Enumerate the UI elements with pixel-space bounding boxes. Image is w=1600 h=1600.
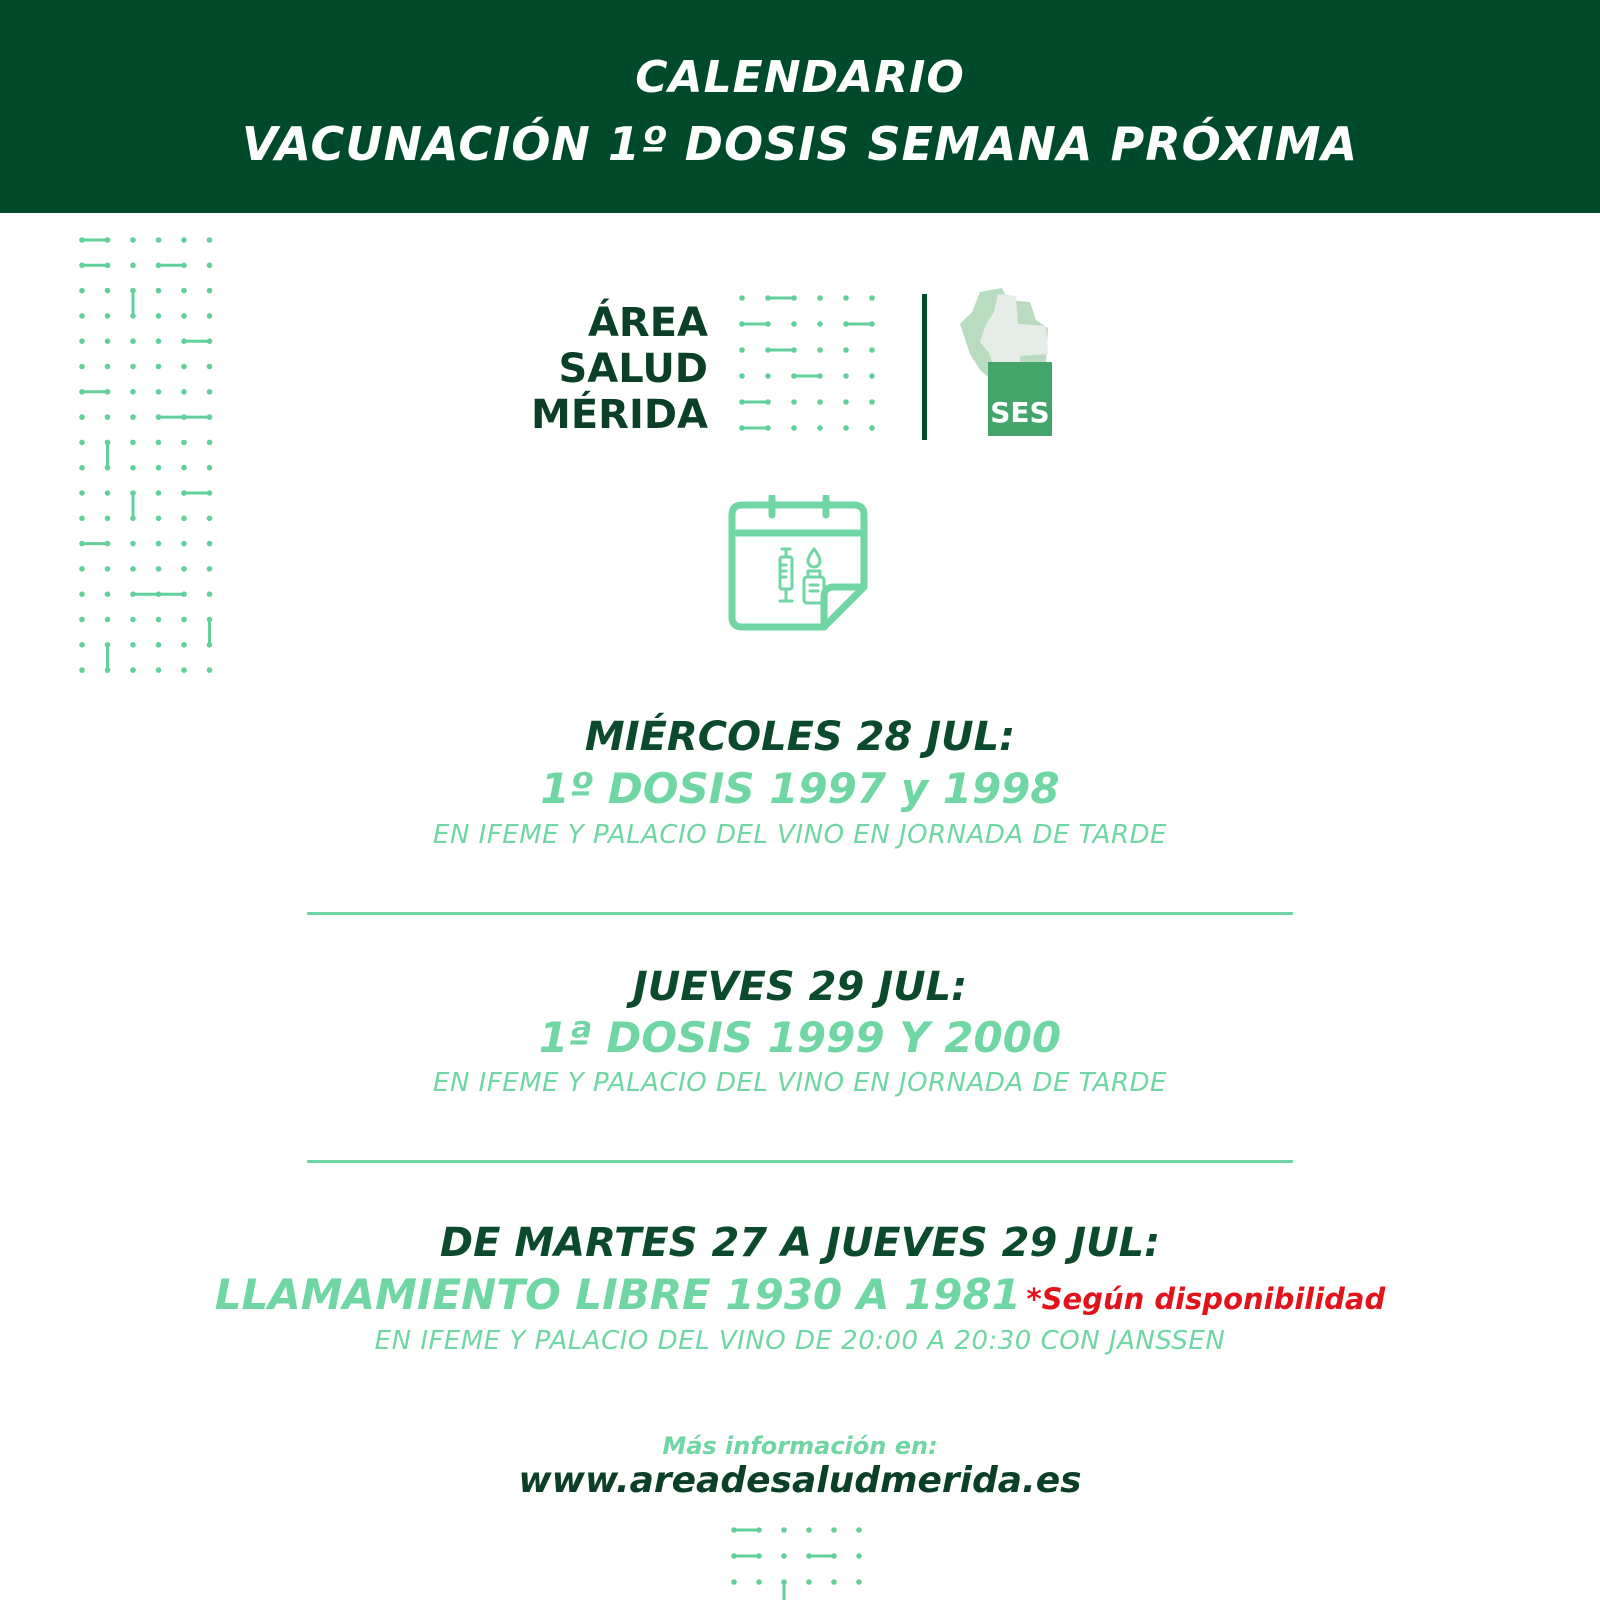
decor-dot: [156, 237, 162, 243]
decor-dot: [869, 295, 875, 301]
decor-dot: [806, 1579, 812, 1585]
decor-dot: [79, 642, 85, 648]
decor-dot: [130, 541, 136, 547]
decor-dot: [79, 414, 85, 420]
logo-divider: [922, 294, 927, 440]
decor-dot: [843, 399, 849, 405]
decor-dot: [130, 667, 136, 673]
decor-dot: [156, 566, 162, 572]
separator-line: [307, 1160, 1293, 1163]
decor-dot: [791, 321, 797, 327]
header-banner: [0, 0, 1600, 213]
decor-dot: [105, 516, 111, 522]
decor-dot: [130, 617, 136, 623]
ses-logo-text: SES: [990, 396, 1050, 429]
decor-dot: [105, 490, 111, 496]
decor-dot: [181, 617, 187, 623]
decor-dot: [207, 313, 213, 319]
decor-dot: [843, 295, 849, 301]
decor-dot: [156, 389, 162, 395]
decor-dot: [79, 288, 85, 294]
decor-dot: [79, 313, 85, 319]
schedule-3-date: DE MARTES 27 A JUEVES 29 JUL:: [439, 1220, 1161, 1266]
decor-dot: [156, 516, 162, 522]
decor-dot: [207, 465, 213, 471]
decor-dot: [739, 347, 745, 353]
decor-dot: [869, 399, 875, 405]
decor-dot: [207, 440, 213, 446]
decor-dot: [856, 1527, 862, 1533]
decor-dot: [156, 490, 162, 496]
decor-dot: [156, 338, 162, 344]
decor-dot: [79, 516, 85, 522]
decor-dot: [739, 295, 745, 301]
decor-dot: [181, 364, 187, 370]
decor-dot: [181, 440, 187, 446]
decor-dot: [207, 389, 213, 395]
decor-dot: [207, 364, 213, 370]
decor-dot: [207, 591, 213, 597]
decor-dot: [130, 237, 136, 243]
decor-dot: [105, 313, 111, 319]
decor-dot: [731, 1579, 737, 1585]
schedule-3-place: EN IFEME Y PALACIO DEL VINO DE 20:00 A 20:30 CON JANSSEN: [374, 1326, 1226, 1356]
decor-dot: [105, 617, 111, 623]
decor-dot: [207, 237, 213, 243]
schedule-3-dose-row: [0, 1270, 1600, 1319]
decor-dot: [181, 516, 187, 522]
decor-dot: [739, 373, 745, 379]
header-title-line2: VACUNACIÓN 1º DOSIS SEMANA PRÓXIMA: [241, 117, 1359, 171]
schedule-1-date: MIÉRCOLES 28 JUL:: [584, 714, 1016, 760]
decor-dot: [105, 364, 111, 370]
decor-dot: [781, 1527, 787, 1533]
decor-dot: [791, 399, 797, 405]
decor-dot: [817, 425, 823, 431]
website-link[interactable]: www.areadesaludmerida.es: [518, 1460, 1082, 1501]
decor-dot: [207, 566, 213, 572]
decor-dot: [156, 465, 162, 471]
decor-dot: [181, 389, 187, 395]
decor-dot: [105, 288, 111, 294]
logo-dot-pattern: [738, 294, 878, 434]
decor-dot: [156, 288, 162, 294]
decor-dot: [843, 425, 849, 431]
decorative-dot-pattern-left: [78, 236, 218, 676]
decor-dot: [156, 440, 162, 446]
decor-dot: [856, 1553, 862, 1559]
calendar-vaccine-icon: [728, 495, 872, 639]
decor-dot: [181, 237, 187, 243]
schedule-2-place: EN IFEME Y PALACIO DEL VINO EN JORNADA DE TARDE: [433, 1068, 1167, 1098]
decor-dot: [79, 591, 85, 597]
decor-dot: [79, 338, 85, 344]
decor-dot: [156, 642, 162, 648]
logo-area-line2: SALUD: [558, 346, 708, 392]
decor-dot: [756, 1579, 762, 1585]
decor-dot: [156, 667, 162, 673]
decor-dot: [156, 617, 162, 623]
decor-dot: [105, 591, 111, 597]
decor-dot: [105, 566, 111, 572]
decor-dot: [130, 263, 136, 269]
decor-dot: [79, 490, 85, 496]
schedule-2-dose: 1ª DOSIS 1999 Y 2000: [538, 1013, 1062, 1062]
decor-dot: [207, 516, 213, 522]
decor-dot: [79, 364, 85, 370]
decor-dot: [831, 1527, 837, 1533]
decor-dot: [765, 373, 771, 379]
decor-dot: [156, 541, 162, 547]
decor-dot: [869, 373, 875, 379]
decor-dot: [181, 313, 187, 319]
decor-dot: [181, 642, 187, 648]
more-info-label: Más información en:: [662, 1432, 938, 1460]
decor-dot: [181, 288, 187, 294]
decor-dot: [130, 414, 136, 420]
decor-dot: [130, 566, 136, 572]
decor-dot: [207, 288, 213, 294]
decor-dot: [79, 465, 85, 471]
decor-dot: [817, 295, 823, 301]
decor-dot: [156, 364, 162, 370]
decor-dot: [207, 667, 213, 673]
decor-dot: [130, 440, 136, 446]
decor-dot: [831, 1579, 837, 1585]
decor-dot: [181, 667, 187, 673]
decor-dot: [869, 347, 875, 353]
decor-dot: [817, 347, 823, 353]
decor-dot: [843, 373, 849, 379]
header-title-line1: CALENDARIO: [635, 52, 965, 103]
decor-dot: [79, 667, 85, 673]
decor-dot: [130, 364, 136, 370]
decor-dot: [843, 347, 849, 353]
decor-dot: [207, 263, 213, 269]
decor-dot: [791, 425, 797, 431]
separator-line: [307, 912, 1293, 915]
decor-dot: [817, 321, 823, 327]
schedule-2-date: JUEVES 29 JUL:: [632, 964, 968, 1010]
decor-dot: [181, 566, 187, 572]
decor-dot: [79, 617, 85, 623]
decor-dot: [130, 642, 136, 648]
schedule-3-dose: LLAMAMIENTO LIBRE 1930 A 1981: [214, 1270, 1021, 1319]
decor-dot: [130, 338, 136, 344]
decor-dot: [105, 414, 111, 420]
decor-dot: [817, 399, 823, 405]
availability-note: *Según disponibilidad: [1026, 1282, 1386, 1316]
ses-logo-icon: [950, 284, 1060, 439]
decor-dot: [856, 1579, 862, 1585]
decor-dot: [181, 541, 187, 547]
schedule-1-dose: 1º DOSIS 1997 y 1998: [540, 764, 1060, 813]
decor-dot: [181, 465, 187, 471]
decor-dot: [79, 440, 85, 446]
decor-dot: [869, 425, 875, 431]
schedule-1-place: EN IFEME Y PALACIO DEL VINO EN JORNADA DE TARDE: [433, 820, 1167, 850]
decor-dot: [806, 1527, 812, 1533]
decor-dot: [207, 541, 213, 547]
logo-area-line1: ÁREA: [587, 300, 708, 346]
logo-area-line3: MÉRIDA: [531, 392, 708, 438]
decor-dot: [156, 313, 162, 319]
decor-dot: [79, 566, 85, 572]
decor-dot: [130, 389, 136, 395]
decor-dot: [781, 1553, 787, 1559]
decor-dot: [105, 338, 111, 344]
decor-dot: [130, 465, 136, 471]
decorative-dot-pattern-bottom: [730, 1526, 880, 1600]
